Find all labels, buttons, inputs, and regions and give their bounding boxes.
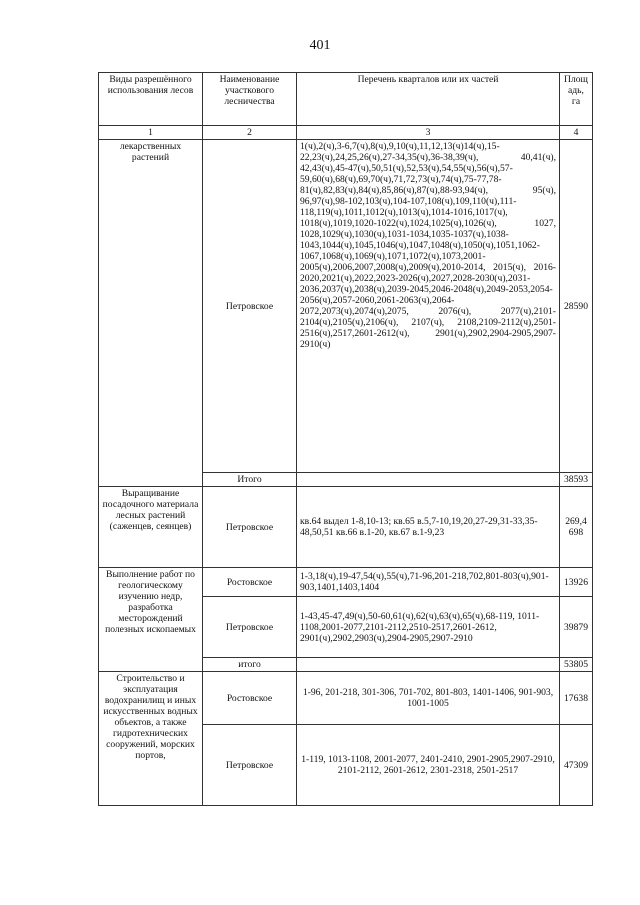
column-number: 2 xyxy=(203,126,297,140)
area-cell: 28590 xyxy=(560,140,593,473)
forestry-cell: Петровское xyxy=(203,487,297,568)
empty-cell xyxy=(297,658,560,672)
page-number: 401 xyxy=(309,38,331,53)
use-type-cell: Строительство и эксплуатация водохранилищ и иных искусственных водных объектов, а также гидротехнических сооружений, морских портов, xyxy=(99,672,203,806)
table-row xyxy=(99,568,593,597)
header-forestry-name: Наименование участкового лесничества xyxy=(203,73,297,126)
total-area: 38593 xyxy=(560,473,593,487)
total-label: итого xyxy=(203,658,297,672)
quarters-cell: кв.64 выдел 1-8,10-13; кв.65 в.5,7-10,19,20,27-29,31-33,35-48,50,51 кв.66 в.1-20, кв.67 в.1-9,23 xyxy=(297,487,560,568)
table-row xyxy=(99,140,593,473)
forest-use-table xyxy=(98,72,593,806)
table-header-row xyxy=(99,73,593,126)
header-area: Площадь, га xyxy=(560,73,593,126)
area-cell: 47309 xyxy=(560,725,593,806)
column-number: 4 xyxy=(560,126,593,140)
forestry-cell: Петровское xyxy=(203,140,297,473)
quarters-cell: 1-119, 1013-1108, 2001-2077, 2401-2410, 2901-2905,2907-2910, 2101-2112, 2601-2612, 2301-2318, 2501-2517 xyxy=(297,725,560,806)
forestry-cell: Ростовское xyxy=(203,672,297,725)
header-use-type: Виды разрешённого использования лесов xyxy=(99,73,203,126)
area-cell: 39879 xyxy=(560,597,593,658)
forestry-cell: Петровское xyxy=(203,597,297,658)
use-type-cell: лекарственных растений xyxy=(99,140,203,487)
total-label: Итого xyxy=(203,473,297,487)
column-number: 3 xyxy=(297,126,560,140)
table-row xyxy=(99,487,593,568)
table-row xyxy=(99,672,593,725)
empty-cell xyxy=(297,473,560,487)
forestry-cell: Петровское xyxy=(203,725,297,806)
forestry-cell: Ростовское xyxy=(203,568,297,597)
quarters-cell: 1-96, 201-218, 301-306, 701-702, 801-803, 1401-1406, 901-903, 1001-1005 xyxy=(297,672,560,725)
quarters-cell: 1(ч),2(ч),3-6,7(ч),8(ч),9,10(ч),11,12,13(ч)14(ч),15-22,23(ч),24,25,26(ч),27-34,35(ч),36-38,39(ч), 40,41(ч), 42,43(ч),45-47(ч),50,51(ч),52,53(ч),54,55(ч),56(ч),57-59,60(ч),68(ч),69,70(ч),71,72,73(ч),74(ч),75-77,78-81(ч),82,83(ч),84(ч),85,86(ч),87(ч),88-93,94(ч), 95(ч), 96,97(ч),98-102,103(ч),104-107,108(ч),109,110(ч),111-118,119(ч),1011,1012(ч),1013(ч),1014-1016,1017(ч), 1018(ч),1019,1020-1022(ч),1024,1025(ч),1026(ч), 1027, 1028,1029(ч),1030(ч),1031-1034,1035-1037(ч),1038-1043,1044(ч),1045,1046(ч),1047,1048(ч),1050(ч),1051,1062-1067,1068(ч),1069(ч),1071,1072(ч),1073,2001-2005(ч),2006,2007,2008(ч),2009(ч),2010-2014, 2015(ч), 2016-2020,2021(ч),2022,2023-2026(ч),2027,2028-2030(ч),2031-2036,2037(ч),2038(ч),2039-2045,2046-2048(ч),2049-2053,2054-2056(ч),2057-2060,2061-2063(ч),2064-2072,2073(ч),2074(ч),2075, 2076(ч), 2077(ч),2101-2104(ч),2105(ч),2106(ч), 2107(ч), 2108,2109-2112(ч),2501-2516(ч),2517,2601-2612(ч), 2901(ч),2902,2904-2905,2907-2910(ч) xyxy=(297,140,560,473)
area-cell: 13926 xyxy=(560,568,593,597)
total-area: 53805 xyxy=(560,658,593,672)
use-type-cell: Выполнение работ по геологическому изучению недр, разработка месторождений полезных ископаемых xyxy=(99,568,203,672)
quarters-cell: 1-3,18(ч),19-47,54(ч),55(ч),71-96,201-218,702,801-803(ч),901-903,1401,1403,1404 xyxy=(297,568,560,597)
use-type-cell: Выращивание посадочного материала лесных растений (саженцев, сеянцев) xyxy=(99,487,203,568)
column-number: 1 xyxy=(99,126,203,140)
area-cell: 269,4698 xyxy=(560,487,593,568)
area-cell: 17638 xyxy=(560,672,593,725)
quarters-cell: 1-43,45-47,49(ч),50-60,61(ч),62(ч),63(ч),65(ч),68-119, 1011-1108,2001-2077,2101-2112,2510-2517,2601-2612, 2901(ч),2902,2903(ч),2904-2905,2907-2910 xyxy=(297,597,560,658)
header-quarters-list: Перечень кварталов или их частей xyxy=(297,73,560,126)
column-number-row xyxy=(99,126,593,140)
